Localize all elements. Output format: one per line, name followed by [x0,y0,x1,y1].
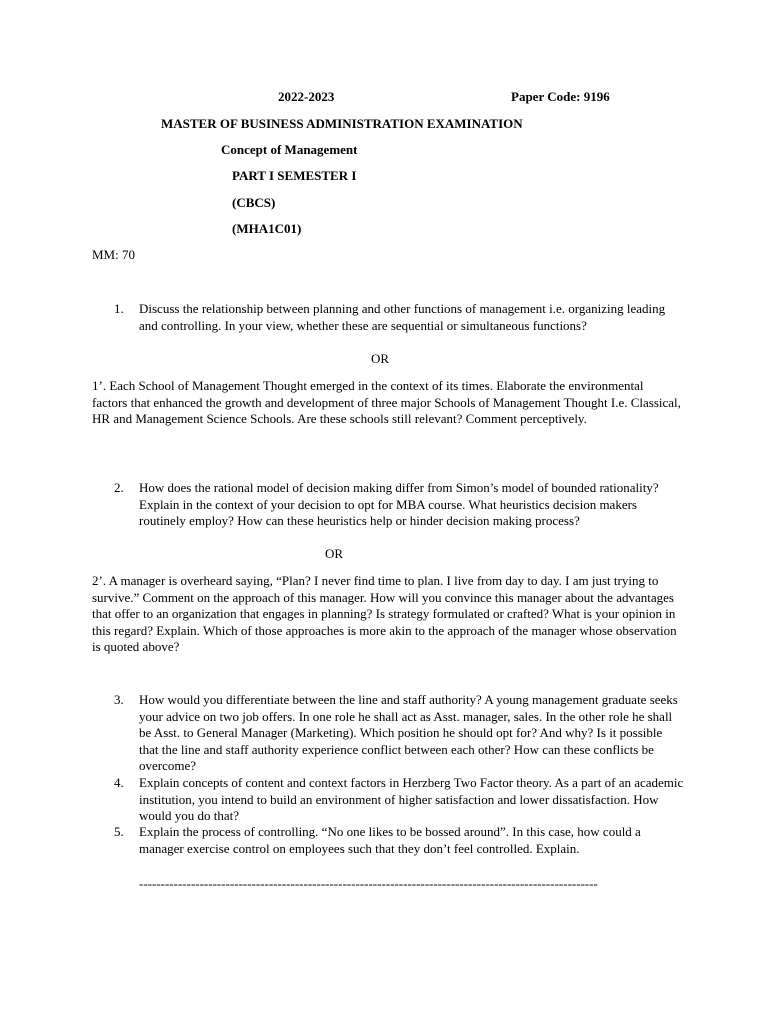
footer-separator: ---------------------------------------------------------------------------------------------------------- [139,876,598,891]
question-text: How does the rational model of decision making differ from Simon’s model of bounded rationality? Explain in the context of your decision to opt for MBA course. What heuristics decision makers routinely employ? How can these heuristics help or hinder decision making process? [139,480,659,528]
max-marks: MM: 70 [92,247,135,262]
question-text: How would you differentiate between the line and staff authority? A young management graduate seeks your advice on two job offers. In one role he shall act as Asst. manager, sales. In the other role he shall be Asst. to General Manager (Marketing). Which position he should opt for? And why? Is it possible that the line and staff authority experience conflict between each other? How can these conflicts be overcome? [139,692,678,773]
question-1-alternative: 1’. Each School of Management Thought emerged in the context of its times. Elaborate the environmental factors that enhanced the growth and development of three major Schools of Management Thought I.e. Classical, HR and Management Science Schools. Are these schools still relevant? Comment perceptively. [92,378,681,426]
question-text: Explain the process of controlling. “No one likes to be bossed around”. In this case, how could a manager exercise control on employees such that they don’t feel controlled. Explain. [139,824,641,856]
paper-code: Paper Code: 9196 [511,89,610,104]
course-code: (MHA1C01) [232,221,302,236]
exam-title: MASTER OF BUSINESS ADMINISTRATION EXAMINATION [161,116,523,131]
question-2-alternative: 2’. A manager is overheard saying, “Plan? I never find time to plan. I live from day to day. I am just trying to survive.” Comment on the approach of this manager. How will you convince this manager about the advantages that offer to an organization that engages in planning? Is strategy formulated or crafted? What is your opinion in this regard? Explain. Which of those approaches is more akin to the approach of the manager whose observation is quoted above? [92,573,677,654]
exam-year: 2022-2023 [278,89,335,104]
question-number: 5. [114,824,124,839]
question-text: Explain concepts of content and context factors in Herzberg Two Factor theory. As a part of an academic institution, you intend to build an environment of higher satisfaction and lower dissatisfaction. How would you do that? [139,775,684,823]
question-number: 4. [114,775,124,790]
question-text: Discuss the relationship between planning and other functions of management i.e. organizing leading and controlling. In your view, whether these are sequential or simultaneous functions? [139,301,666,333]
or-divider-2: OR [325,546,344,561]
or-divider-1: OR [371,351,390,366]
part-semester: PART I SEMESTER I [232,168,357,183]
question-number: 2. [114,480,124,495]
question-number: 3. [114,692,124,707]
question-number: 1. [114,301,124,316]
subject-title: Concept of Management [221,142,358,157]
scheme-label: (CBCS) [232,195,276,210]
